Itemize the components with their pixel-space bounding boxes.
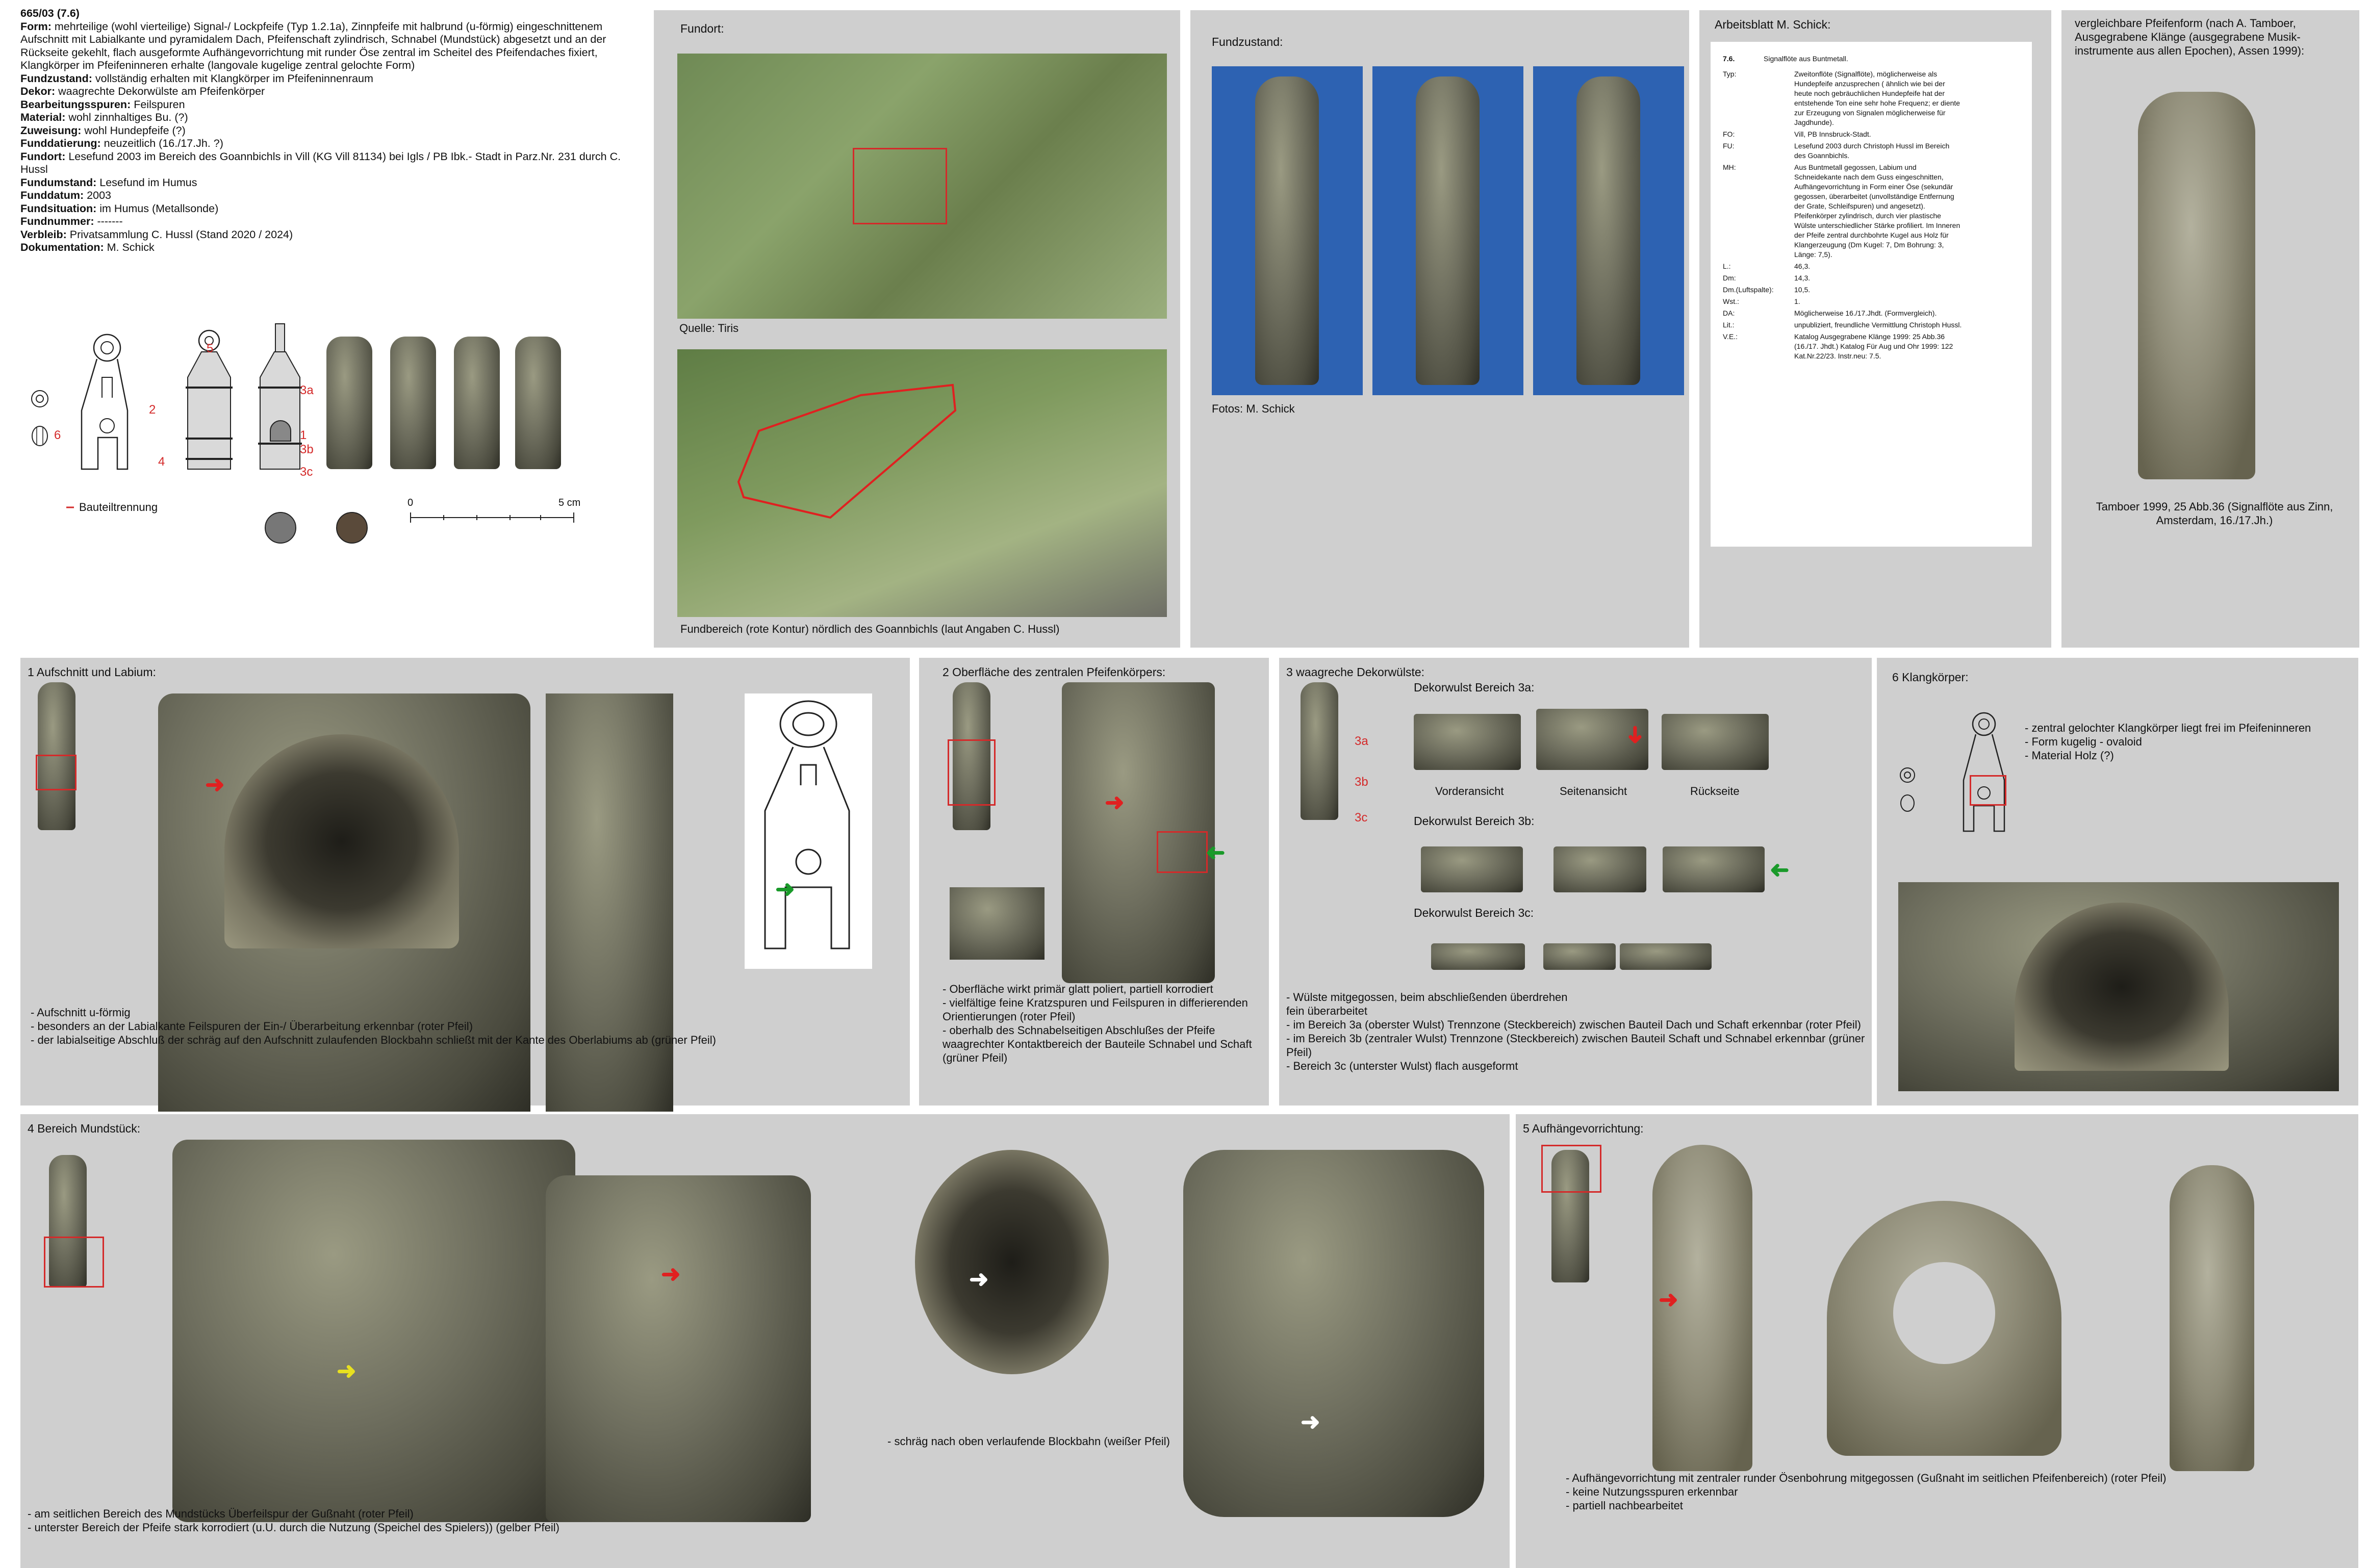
p4-photo-end <box>1183 1150 1484 1517</box>
header-line-value: vollständig erhalten mit Klangkörper im Pfeifeninnenraum <box>92 72 373 85</box>
p2-title: 2 Oberfläche des zentralen Pfeifenkörpers: <box>942 665 1166 679</box>
header-line-value: ------- <box>94 215 123 227</box>
header-line-value: M. Schick <box>104 241 155 253</box>
arbeitsblatt-row-value: 14,3. <box>1794 274 1811 282</box>
header-line-key: Fundnummer: <box>20 215 94 227</box>
arbeitsblatt-heading: Signalflöte aus Buntmetall. <box>1764 55 1848 63</box>
arbeitsblatt-row-value: 46,3. <box>1794 262 1811 270</box>
p4-thumb-box <box>44 1237 104 1288</box>
p3-sub-3c: Dekorwulst Bereich 3c: <box>1414 906 1534 919</box>
arbeitsblatt-row <box>1723 332 2024 361</box>
header-line-value: Lesefund im Humus <box>96 176 197 189</box>
header-line <box>20 20 632 72</box>
drawing-photo-side <box>454 337 500 469</box>
arbeitsblatt-row <box>1723 320 2024 330</box>
header-line-value: Privatsammlung C. Hussl (Stand 2020 / 2024) <box>66 228 293 241</box>
drawing-photo-back <box>390 337 436 469</box>
p1-title: 1 Aufschnitt und Labium: <box>28 665 156 679</box>
fundort-title: Fundort: <box>680 22 724 35</box>
header-line <box>20 124 632 138</box>
scale-start: 0 <box>407 497 414 508</box>
header-line <box>20 111 632 124</box>
panel-vergleich <box>2061 10 2359 648</box>
header-line-key: Fundzustand: <box>20 72 92 85</box>
label-3c: 3c <box>300 465 313 479</box>
header-line <box>20 176 632 190</box>
p3-photo-3c-3 <box>1620 943 1712 970</box>
p3-label-3c: 3c <box>1355 811 1368 825</box>
fundzustand-caption: Fotos: M. Schick <box>1212 402 1295 415</box>
panel-dekorwuelste <box>1279 658 1872 1106</box>
p2-photo-inset <box>950 887 1045 960</box>
p4-white-arrow-1: ➜ <box>969 1266 989 1292</box>
label-3b: 3b <box>300 443 314 456</box>
p6-notes: - zentral gelochter Klangkörper liegt frei im Pfeifeninneren - Form kugelig - ovaloid - Material Holz (?) <box>2025 722 2311 762</box>
p1-red-arrow: ➜ <box>205 771 225 798</box>
p1-drawing <box>745 693 872 969</box>
panel-arbeitsblatt <box>1699 10 2051 648</box>
header-line-key: Bearbeitungsspuren: <box>20 98 131 111</box>
p4-title: 4 Bereich Mundstück: <box>28 1122 141 1135</box>
p2-notes: - Oberfläche wirkt primär glatt poliert, partiell korrodiert - vielfältige feine Kratzspuren und Feilspuren in differierenden Orientierungen (roter Pfeil) - oberhalb des Schnabelseitigen Abschlußes der Pfeife waagrechter Kontaktbereich der Bauteile Schnabel und Schaft (grüner Pfeil) <box>942 983 1252 1064</box>
p1-photo-section <box>546 693 673 1112</box>
p6-drawing-box <box>1970 775 2006 806</box>
drawing-photo-front <box>326 337 372 469</box>
arbeitsblatt-row-key: DA: <box>1723 309 1735 317</box>
fundort-source: Quelle: Tiris <box>679 322 739 335</box>
arbeitsblatt-row <box>1723 163 2024 260</box>
header-line-value: 2003 <box>84 189 112 201</box>
fundzustand-photo-back <box>1372 66 1523 395</box>
arbeitsblatt-row-key: FU: <box>1723 142 1735 150</box>
p3-sub-3a: Dekorwulst Bereich 3a: <box>1414 681 1535 694</box>
fundort-contour <box>677 349 1167 617</box>
arbeitsblatt-row-key: Lit.: <box>1723 321 1735 329</box>
p1-notes: - Aufschnitt u-förmig - besonders an der Labialkante Feilspuren der Ein-/ Überarbeitung erkennbar (roter Pfeil) - der labialseitige Abschluß der schräg auf den Aufschnitt zulaufenden Blockbahn schließt mit der Kante des Oberlabiums ab (grüner Pfeil) <box>31 1006 716 1046</box>
p3-view-front: Vorderansicht <box>1435 785 1504 798</box>
arbeitsblatt-row <box>1723 273 2024 283</box>
arbeitsblatt-row-value: Vill, PB Innsbruck-Stadt. <box>1794 130 1871 138</box>
header-line-key: Fundumstand: <box>20 176 97 189</box>
technical-drawing <box>20 321 643 551</box>
arbeitsblatt-row-value: 1. <box>1794 297 1800 305</box>
p5-eyelet-hole <box>1893 1262 1995 1364</box>
arbeitsblatt-row-value: 10,5. <box>1794 286 1811 294</box>
p3-title: 3 waagreche Dekorwülste: <box>1286 665 1425 679</box>
arbeitsblatt-row <box>1723 69 2024 127</box>
header-line <box>20 150 632 176</box>
header-line <box>20 72 632 86</box>
header-line <box>20 228 632 242</box>
p5-title: 5 Aufhängevorrichtung: <box>1523 1122 1644 1135</box>
arbeitsblatt-row-key: V.E.: <box>1723 332 1738 341</box>
panel-klangkoerper <box>1877 658 2358 1106</box>
p3-red-arrow: ➜ <box>1622 725 1649 745</box>
p4-notes: - am seitlichen Bereich des Mundstücks Überfeilspur der Gußnaht (roter Pfeil) - unterster Bereich der Pfeife stark korrodiert (u.U. durch die Nutzung (Speichel des Spielers)) (gelber Pfeil) <box>28 1507 560 1534</box>
p3-photo-3b-1 <box>1421 846 1523 892</box>
fundzustand-title: Fundzustand: <box>1212 35 1283 48</box>
header-line-key: Fundsituation: <box>20 202 97 215</box>
fundzustand-photo-side <box>1533 66 1684 395</box>
header-line <box>20 215 632 228</box>
arbeitsblatt-row-key: Wst.: <box>1723 297 1739 305</box>
arbeitsblatt-row-key: L.: <box>1723 262 1731 270</box>
header-line <box>20 98 632 112</box>
p3-photo-3a-front <box>1414 714 1521 770</box>
panel-fundzustand <box>1190 10 1689 648</box>
panel-fundort <box>654 10 1180 648</box>
vergleich-title: vergleichbare Pfeifenform (nach A. Tamboer, Ausgegrabene Klänge (ausgegrabene Musik-instrumente aus allen Epochen), Assen 1999): <box>2075 17 2305 57</box>
arbeitsblatt-row-key: MH: <box>1723 163 1736 171</box>
header-line-value: Lesefund 2003 im Bereich des Goannbichls in Vill (KG Vill 81134) bei Igls / PB Ibk.- Stadt in Parz.Nr. 231 durch C. Hussl <box>20 150 621 175</box>
p5-photo-back <box>2170 1165 2254 1471</box>
header-line-value: neuzeitlich (16./17.Jh. ?) <box>100 137 223 149</box>
p3-photo-3c-1 <box>1431 943 1525 970</box>
label-5: 5 <box>207 342 214 355</box>
header-line <box>20 189 632 202</box>
arbeitsblatt-row-value: Zweitonflöte (Signalflöte), möglicherweise als Hundepfeife anzusprechen ( ähnlich wie bei der heute noch gebräuchlichen Hundepfeife hat der entstehende Ton eine sehr hohe Frequenz; er diente zur Erzeugung von Signalen möglicherweise für Jagdhunde). <box>1794 70 1960 126</box>
label-3a: 3a <box>300 383 314 397</box>
p3-photo-3a-back <box>1662 714 1769 770</box>
p3-photo-3b-3 <box>1663 846 1765 892</box>
label-6: 6 <box>54 428 61 442</box>
header-lines <box>20 20 632 254</box>
p3-view-side: Seitenansicht <box>1560 785 1627 798</box>
header-line-value: Feilspuren <box>131 98 185 111</box>
header-line <box>20 241 632 254</box>
label-1: 1 <box>300 428 307 442</box>
p4-yellow-arrow: ➜ <box>337 1357 356 1384</box>
header-line-key: Fundort: <box>20 150 66 163</box>
arbeitsblatt-row-key: FO: <box>1723 130 1735 138</box>
header-line-value: waagrechte Dekorwülste am Pfeifenkörper <box>55 85 265 97</box>
p4-red-arrow: ➜ <box>661 1261 681 1287</box>
header-line-key: Funddatierung: <box>20 137 101 149</box>
p3-photo-3c-2 <box>1543 943 1616 970</box>
p4-photo-side <box>546 1175 811 1522</box>
fundort-map-highlight <box>853 148 947 224</box>
header-line-value: wohl Hundepfeife (?) <box>81 124 186 137</box>
p4-photo-front <box>172 1140 575 1522</box>
header-line-key: Verbleib: <box>20 228 67 241</box>
label-2: 2 <box>149 403 156 417</box>
arbeitsblatt-title: Arbeitsblatt M. Schick: <box>1715 18 1831 31</box>
arbeitsblatt-row-value: unpubliziert, freundliche Vermittlung Christoph Hussl. <box>1794 321 1962 329</box>
p4-note-mid: - schräg nach oben verlaufende Blockbahn (weißer Pfeil) <box>887 1435 1170 1448</box>
p2-green-arrow: ➜ <box>1206 839 1226 865</box>
header-line-key: Funddatum: <box>20 189 84 201</box>
find-code: 665/03 (7.6) <box>20 7 80 19</box>
header-line-key: Material: <box>20 111 66 123</box>
header-line-value: mehrteilige (wohl vierteilige) Signal-/ Lockpfeife (Typ 1.2.1a), Zinnpfeife mit halbrund (u-förmig) eingeschnittenem Aufschnitt mit Labialkante und pyramidalem Dach, Pfeifenschaft zylindrisch, Schnabel (Mundstück) abgesetzt und an der Rückseite gekehlt, flach ausgeformte Aufhängevorrichtung mit runder Öse zentral im Scheitel des Pfeifendaches fixiert, Klangkörper im Pfeifeninneren erhalte (langovale kugelige zentral gelochte Form) <box>20 20 606 71</box>
drawing-photo-side2 <box>515 337 561 469</box>
header-text <box>20 7 632 254</box>
header-line-value: wohl zinnhaltiges Bu. (?) <box>65 111 188 123</box>
p6-title: 6 Klangkörper: <box>1892 671 1969 684</box>
fundort-caption: Fundbereich (rote Kontur) nördlich des Goannbichls (laut Angaben C. Hussl) <box>680 623 1060 635</box>
p2-thumb-box <box>948 739 996 806</box>
p4-white-arrow-2: ➜ <box>1301 1408 1320 1435</box>
arbeitsblatt-number: 7.6. <box>1723 55 1735 63</box>
arbeitsblatt-row-value: Katalog Ausgegrabene Klänge 1999: 25 Abb.36 (16./17. Jhdt.) Katalog Für Aug und Ohr 1999: 122 Kat.Nr.22/23. Instr.neu: 7.5. <box>1794 332 1953 360</box>
header-line <box>20 202 632 216</box>
p3-photo-3b-2 <box>1553 846 1646 892</box>
arbeitsblatt-rows <box>1723 69 2024 363</box>
p1-thumb-box <box>36 755 77 790</box>
p4-photo-cross <box>915 1150 1109 1374</box>
arbeitsblatt-row <box>1723 141 2024 161</box>
fundzustand-photo-front <box>1212 66 1363 395</box>
vergleich-caption: Tamboer 1999, 25 Abb.36 (Signalflöte aus Zinn, Amsterdam, 16./17.Jh.) <box>2096 500 2333 527</box>
arbeitsblatt-sheet <box>1711 42 2032 547</box>
arbeitsblatt-row-value: Lesefund 2003 durch Christoph Hussl im Bereich des Goannbichls. <box>1794 142 1950 160</box>
arbeitsblatt-row-value: Möglicherweise 16./17.Jhdt. (Formvergleich). <box>1794 309 1937 317</box>
p3-notes: - Wülste mitgegossen, beim abschließenden überdrehen fein überarbeitet - im Bereich 3a (oberster Wulst) Trennzone (Steckbereich) zwischen Bauteil Dach und Schaft erkennbar (roter Pfeil) - im Bereich 3b (zentraler Wulst) Trennzone (Steckbereich) zwischen Bauteil Schaft und Schnabel erkennbar (grüner Pfeil) - Bereich 3c (unterster Wulst) flach ausgeformt <box>1286 991 1865 1072</box>
header-line-key: Dokumentation: <box>20 241 104 253</box>
panel-aufhaengung <box>1516 1114 2358 1568</box>
arbeitsblatt-row-key: Dm: <box>1723 274 1736 282</box>
header-line-key: Form: <box>20 20 52 33</box>
header-line <box>20 137 632 150</box>
panel-oberflaeche <box>919 658 1269 1106</box>
arbeitsblatt-row <box>1723 297 2024 306</box>
p2-red-arrow: ➜ <box>1105 789 1125 815</box>
panel-aufschnitt <box>20 658 910 1106</box>
label-4: 4 <box>158 455 165 469</box>
p3-label-3b: 3b <box>1355 775 1368 789</box>
header-line-key: Dekor: <box>20 85 56 97</box>
legend-label: Bauteiltrennung <box>79 501 158 513</box>
p3-view-back: Rückseite <box>1690 785 1740 798</box>
arbeitsblatt-row <box>1723 285 2024 295</box>
p3-green-arrow: ➜ <box>1770 856 1790 883</box>
scale-end: 5 cm <box>558 497 581 508</box>
header-line-value: im Humus (Metallsonde) <box>96 202 219 215</box>
p5-thumb-box <box>1541 1145 1601 1193</box>
p3-label-3a: 3a <box>1355 734 1368 748</box>
panel-mundstueck <box>20 1114 1510 1568</box>
arbeitsblatt-row <box>1723 309 2024 318</box>
p1-green-arrow: ➜ <box>775 876 795 902</box>
arbeitsblatt-row <box>1723 262 2024 271</box>
arbeitsblatt-row-key: Typ: <box>1723 70 1737 78</box>
header-line-key: Zuweisung: <box>20 124 82 137</box>
arbeitsblatt-row-value: Aus Buntmetall gegossen, Labium und Schneidekante nach dem Guss eingeschnitten, Aufhängevorrichtung in Form einer Öse (sekundär gegossen, überarbeitet (unvollständige Entfernung der Grate, Schleifspuren) und angesetzt). Pfeifenkörper zylindrisch, durch vier plastische Wülste unterschiedlicher Stärke profiliert. Im Inneren der Pfeife zentral durchbohrte Kugel aus Holz für Klangerzeugung (Dm Kugel: 7, Dm Bohrung: 3, Länge: 7,5). <box>1794 163 1960 259</box>
vergleich-photo <box>2138 92 2255 479</box>
arbeitsblatt-row-key: Dm.(Luftspalte): <box>1723 286 1774 294</box>
p3-thumb <box>1301 682 1338 820</box>
p3-sub-3b: Dekorwulst Bereich 3b: <box>1414 814 1535 828</box>
arbeitsblatt-row <box>1723 130 2024 139</box>
p5-notes: - Aufhängevorrichtung mit zentraler runder Ösenbohrung mitgegossen (Gußnaht im seitlichen Pfeifenbereich) (roter Pfeil) - keine Nutzungsspuren erkennbar - partiell nachbearbeitet <box>1566 1472 2167 1512</box>
header-line <box>20 85 632 98</box>
p2-photo-box <box>1157 831 1208 873</box>
p5-red-arrow: ➜ <box>1659 1286 1678 1313</box>
